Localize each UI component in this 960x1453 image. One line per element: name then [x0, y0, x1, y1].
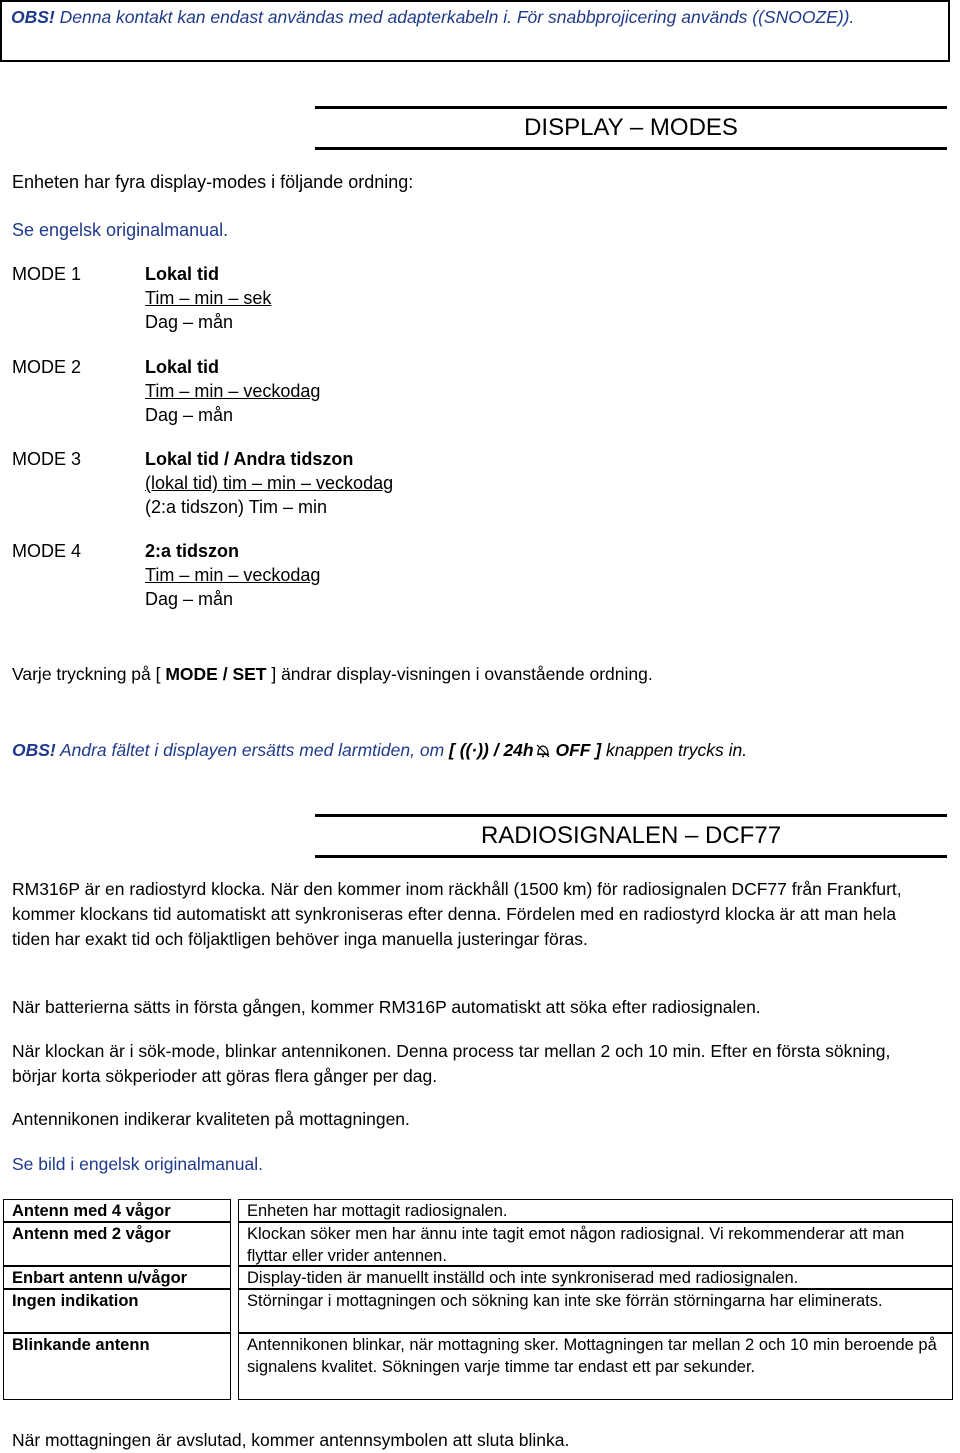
press-text-pre: Varje tryckning på [	[12, 664, 166, 684]
table-row-key: Antenn med 4 vågor	[3, 1199, 231, 1222]
radio-para-1: RM316P är en radiostyrd klocka. När den kommer inom räckhåll (1500 km) för radiosignalen DCF77 från Frankfurt, kommer klockans tid automatiskt att synkroniseras efter denna. Fördelen med en radiostyrd klocka är att man hela tiden har exakt tid och följaktligen behöver inga manuella justeringar föras.	[12, 879, 902, 949]
display-modes-title: DISPLAY – MODES	[524, 114, 738, 141]
mode-4-label: MODE 4	[12, 541, 82, 561]
radio-para-4: Antennikonen indikerar kvaliteten på mottagningen.	[12, 1109, 410, 1129]
mode-1-title: Lokal tid	[145, 264, 220, 284]
mode-3-block	[145, 447, 393, 519]
table-row-value: Störningar i mottagningen och sökning kan inte ske förrän störningarna har eliminerats.	[238, 1289, 953, 1333]
press-text-post: ] ändrar display-visningen i ovanstående ordning.	[266, 664, 653, 684]
radio-para-3: När klockan är i sök-mode, blinkar antennikonen. Denna process tar mellan 2 och 10 min. Efter en första sökning, börjar korta sökperioder att göras flera gånger per dag.	[12, 1041, 891, 1086]
radio-heading	[315, 814, 947, 858]
alarm-button-label-2: OFF ]	[550, 740, 602, 760]
bell-off-icon	[535, 741, 551, 763]
mode-4-line2: Dag – mån	[145, 589, 234, 609]
table-row-value: Antennikonen blinkar, när mottagning sker. Mottagningen tar mellan 2 och 10 min beroende på signalens kvalitet. Sökningen varje timme tar endast ett par sekunder.	[238, 1333, 953, 1400]
note-text: Denna kontakt kan endast användas med adapterkabeln i. För snabbprojicering används ((SNOOZE)).	[54, 7, 855, 27]
mode-2-line1: Tim – min – veckodag	[145, 381, 321, 401]
table-row-value: Display-tiden är manuellt inställd och inte synkroniserad med radiosignalen.	[238, 1266, 953, 1289]
mode-3-line2: (2:a tidszon) Tim – min	[145, 497, 328, 517]
display-modes-intro: Enheten har fyra display-modes i följande ordning:	[12, 172, 414, 192]
mode-2-label: MODE 2	[12, 357, 82, 377]
mode-set-instruction	[12, 663, 653, 685]
radio-title: RADIOSIGNALEN – DCF77	[480, 822, 782, 849]
radio-para-2: När batterierna sätts in första gången, kommer RM316P automatiskt att söka efter radiosignalen.	[12, 997, 761, 1017]
table-row-key: Antenn med 2 vågor	[3, 1222, 231, 1266]
mode-2-title: Lokal tid	[145, 357, 220, 377]
mode-4-block	[145, 539, 320, 611]
mode-1-block	[145, 262, 271, 334]
note-box	[0, 0, 950, 62]
alarm-note-obs: OBS!	[12, 740, 56, 760]
mode-3-label: MODE 3	[12, 449, 82, 469]
alarm-note-tail: knappen trycks in.	[601, 740, 748, 760]
mode-4-line1: Tim – min – veckodag	[145, 565, 321, 585]
radio-closing: När mottagningen är avslutad, kommer antennsymbolen att sluta blinka.	[12, 1430, 570, 1450]
table-row-key: Blinkande antenn	[3, 1333, 231, 1400]
alarm-button-label: [ ((·)) / 24h	[449, 740, 534, 760]
mode-2-block	[145, 355, 320, 427]
mode-1-line2: Dag – mån	[145, 312, 234, 332]
mode-2-line2: Dag – mån	[145, 405, 234, 425]
mode-4-title: 2:a tidszon	[145, 541, 240, 561]
display-modes-heading	[315, 106, 947, 150]
mode-1-line1: Tim – min – sek	[145, 288, 272, 308]
table-row-key: Ingen indikation	[3, 1289, 231, 1333]
table-row-value: Enheten har mottagit radiosignalen.	[238, 1199, 953, 1222]
display-modes-see-manual: Se engelsk originalmanual.	[12, 220, 229, 240]
radio-see-manual: Se bild i engelsk originalmanual.	[12, 1154, 263, 1174]
mode-3-title: Lokal tid / Andra tidszon	[145, 449, 354, 469]
note-obs-label: OBS!	[11, 7, 55, 27]
mode-3-line1: (lokal tid) tim – min – veckodag	[145, 473, 394, 493]
table-row-value: Klockan söker men har ännu inte tagit emot någon radiosignal. Vi rekommenderar att man flyttar eller vrider antennen.	[238, 1222, 953, 1266]
alarm-note-text: Andra fältet i displayen ersätts med larmtiden, om	[55, 740, 450, 760]
mode-set-button-label: MODE / SET	[165, 664, 267, 684]
mode-1-label: MODE 1	[12, 264, 82, 284]
table-row-key: Enbart antenn u/vågor	[3, 1266, 231, 1289]
alarm-note	[12, 739, 747, 763]
